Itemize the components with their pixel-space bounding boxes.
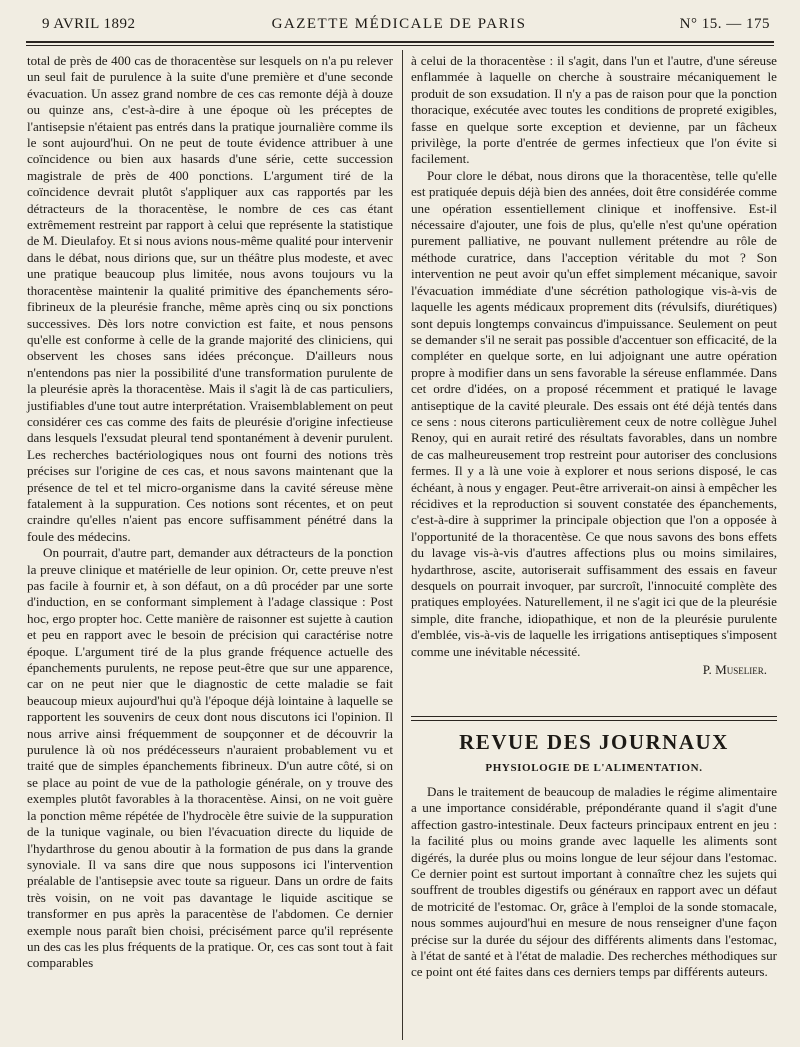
right-paragraph-1: à celui de la thoracentèse : il s'agit, dans l'un et l'autre, d'une séreuse enflammée à laquelle on cherche à soustraire mécaniquement le produit de son exsudation. Il n'y a pas de raison pour que la ponction thoracique, exécutée avec toutes les conditions de propreté exigibles, fasse en quelque sorte exception et devienne, par un fâcheux privilège, la porte d'entrée de germes infectieux que l'on évite si facilement. bbox=[411, 53, 777, 167]
left-paragraph-2: On pourrait, d'autre part, demander aux détracteurs de la ponction la preuve clinique et matérielle de leur opinion. Or, cette preuve n'est pas facile à fournir et, à son défaut, on a dû procéder par une sorte d'induction, en se conformant simplement à l'adage classique : Post hoc, ergo propter hoc. Cette manière de raisonner est sujette à caution et peu en rapport avec le besoin de précision qui caractérise notre époque. L'argument tiré de la plus grande fréquence actuelle des épanchements purulents, ne repose peut-être que sur une apparence, car on ne peut nier que le diagnostic de cette maladie se fait beaucoup mieux aujourd'hui qu'à l'époque déjà lointaine à laquelle se rapportent les souvenirs de ceux dont nous discutons ici l'opinion. Il nous arrive ainsi fréquemment de soupçonner et de découvrir la purulence là où nos prédécesseurs n'auraient probablement vu et traité que de simples épanchements fibrineux. D'un autre côté, si on se place au point de vue de la pathologie générale, on y trouve des exemples plutôt favorables à la thoracentèse. Ainsi, on ne voit guère la ponction même répétée de l'hydrocèle être suivie de la suppuration de la tunique vaginale, ou bien l'évacuation directe du liquide de l'hydarthrose du genou aboutir à la formation de pus dans la grande synoviale. Il va sans dire que nous supposons ici l'intervention préalable de l'antisepsie avec toute sa rigueur. Dans un ordre de faits très voisin, on ne voit pas davantage le liquide ascitique se transformer en pus après la paracentèse de l'abdomen. Ce dernier exemple nous paraît bien choisi, précisément parce qu'il représente un des cas les plus fréquents de la pratique. Or, ces cas sont tout à fait comparables bbox=[27, 545, 393, 971]
page-header bbox=[28, 14, 770, 38]
journal-title: GAZETTE MÉDICALE DE PARIS bbox=[271, 16, 527, 32]
column-divider bbox=[402, 50, 403, 1040]
author-signature: P. Muselier. bbox=[702, 662, 767, 678]
section-rule bbox=[411, 716, 777, 717]
section-title: REVUE DES JOURNAUX bbox=[459, 730, 729, 754]
issue-date: 9 AVRIL 1892 bbox=[42, 16, 136, 32]
left-column bbox=[27, 53, 393, 972]
header-rule bbox=[26, 41, 774, 43]
subsection-title: PHYSIOLOGIE DE L'ALIMENTATION. bbox=[485, 762, 703, 774]
left-paragraph-1: total de près de 400 cas de thoracentèse sur lesquels on n'a pu relever un seul fait de purulence à la suite d'une première et d'une seconde évacuation. Un assez grand nombre de ces cas remonte déjà à douze ou quinze ans, c'est-à-dire à une époque où les préceptes de l'antisepsie n'étaient pas entrés dans la pratique journalière comme ils le sont aujourd'hui. On ne peut de toute évidence attribuer à une coïncidence ou bien aux hasards d'une série, cette succession magistrale de près de 400 ponctions. L'argument tiré de la coïncidence devrait plutôt s'appliquer aux cas rapportés par les détracteurs de la thoracentèse, le nombre de ces cas étant extrêmement restreint par rapport à celui que représente la statistique de M. Dieulafoy. Et si nous avions nous-même qualité pour intervenir dans le débat, nous dirions que, sur un théâtre plus modeste, et avec une pratique beaucoup plus limitée, nous avons toujours vu la thoracentèse maintenir la qualité primitive des épanchements séro-fibrineux de la pleurésie franche, même après cinq ou six ponctions successives. Dès lors notre conviction est faite, et nous pensons qu'elle est conforme à celle de la grande majorité des cliniciens, qui observent les choses sans idées préconçue. D'ailleurs nous n'entendons pas nier la possibilité d'une transformation purulente de la pleurésie après la thoracentèse. Mais il s'agit là de cas particuliers, justifiables d'une tout autre interprétation. Vraisemblablement on peut considérer ces cas comme des faits de pleurésie d'origine infectieuse dans lesquels l'exsudat pleural tend spontanément à devenir purulent. Les recherches bactériologiques nous ont fourni des notions très précises sur l'origine de ces cas, et nous savons maintenant que la présence de tel et tel micro-organisme dans la cavité séreuse mène fatalement à la suppuration. Ces notions sont récentes, et on peut craindre qu'elles n'aient pas encore suffisamment pénétré dans la foule des médecins. bbox=[27, 53, 393, 544]
right-paragraph-3: Dans le traitement de beaucoup de maladies le régime alimentaire a une importance considérable, prépondérante quand il s'agit d'une affection gastro-intestinale. Deux facteurs principaux entrent en jeu : la facilité plus ou moins grande avec laquelle les aliments sont digérés, la durée plus ou moins longue de leur séjour dans l'estomac. Ce dernier point est surtout important à connaître chez les sujets qui souffrent de troubles digestifs ou généraux en rapport avec un défaut de motricité de l'estomac. Or, grâce à l'emploi de la sonde stomacale, nous sommes aujourd'hui en mesure de nous renseigner d'une façon précise sur la durée du séjour des différents aliments dans l'estomac, à l'état de santé et à l'état de maladie. Des recherches méthodiques sur ce point ont été faites dans ces derniers temps par différents auteurs. bbox=[411, 784, 777, 980]
header-rule-thin bbox=[26, 45, 774, 46]
right-paragraph-2: Pour clore le débat, nous dirons que la thoracentèse, telle qu'elle est pratiquée depuis déjà bien des années, doit être considérée comme une opération essentiellement clinique et inoffensive. Est-il nécessaire d'ajouter, une fois de plus, qu'elle n'est qu'une opération purement palliative, ne pouvant nullement prétendre au rôle de méthode curatrice, dans l'acception véritable du mot ? Son intervention ne peut avoir qu'un effet simplement mécanique, savoir l'évacuation immédiate d'une sécrétion pathologique vis-à-vis de laquelle les agents médicaux proprement dits (révulsifs, diurétiques) sont depuis longtemps convaincus d'impuissance. Seulement on peut se demander s'il ne serait pas possible d'accentuer son efficacité, de la compléter en quelque sorte, en lui adjoignant une autre opération propre à modifier dans un sens favorable la séreuse enflammée. Dans cet ordre d'idées, on a proposé récemment et pratiqué le lavage antiseptique de la cavité pleurale. Des essais ont été déjà tentés dans ce sens : nous citerons particulièrement ceux de notre collègue Juhel Renoy, qui en aurait retiré des résultats favorables, dans un nombre de cas malheureusement trop restreint pour autoriser des conclusions fermes. Il y a là une voie à explorer et nous serions disposé, le cas échéant, à nous y engager. Peut-être arriverait-on ainsi à empêcher les récidives et la reproduction si souvent constatée des épanchements, c'est-à-dire à supprimer la principale objection que l'on a opposée à l'opportunité de la thoracentèse. Ce que nous savons des bons effets du lavage vis-à-vis d'autres affections plus ou moins similaires, hydarthrose, ascite, autoriserait suffisamment des essais en faveur desquels on pourrait invoquer, par surcroît, l'innocuité complète des pratiques employées. Naturellement, il ne s'agit ici que de la pleurésie simple, dite franche, idiopathique, et non de la pleurésie purulente d'emblée, vis-à-vis de laquelle les irrigations antiseptiques s'imposent comme une inévitable nécessité. bbox=[411, 167, 777, 659]
right-column bbox=[411, 53, 777, 678]
section-rule-thin bbox=[411, 720, 777, 721]
right-column-lower bbox=[411, 784, 777, 981]
page-number: N° 15. — 175 bbox=[679, 16, 770, 32]
